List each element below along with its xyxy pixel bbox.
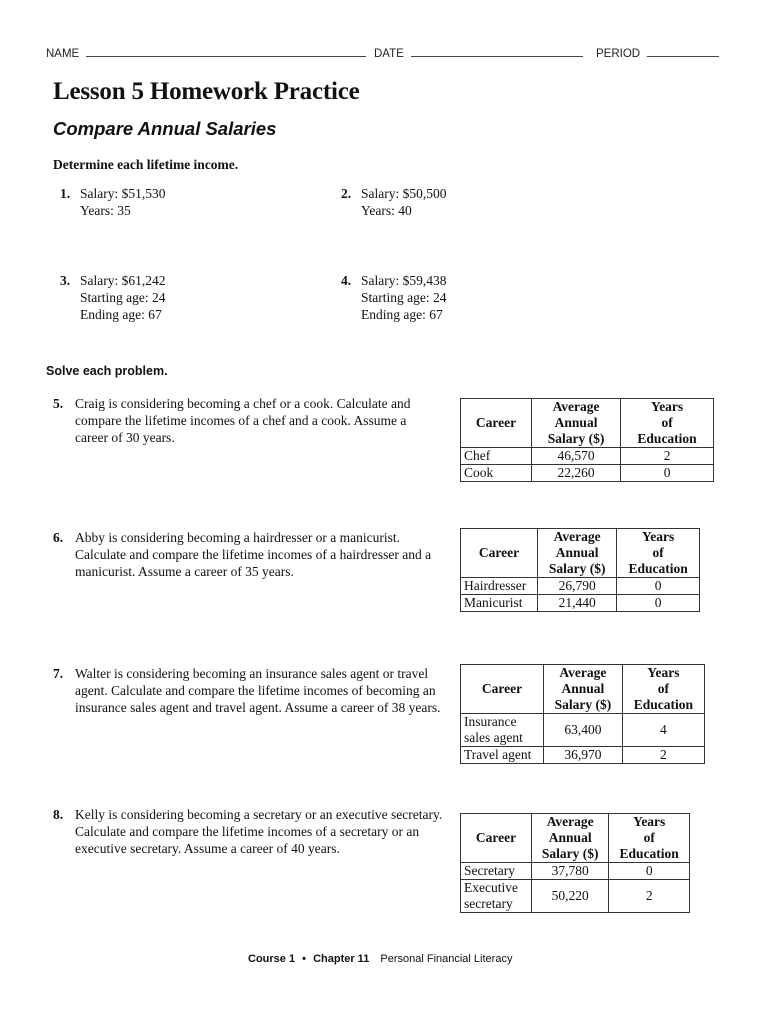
cell-education: 2 <box>622 747 704 764</box>
header-education: Years of Education <box>621 399 714 448</box>
problem-2 <box>341 185 447 219</box>
salary-table-6 <box>460 528 700 612</box>
page-subtitle: Compare Annual Salaries <box>53 118 277 139</box>
table-row <box>461 465 714 482</box>
problem-line: Salary: $61,242 <box>80 273 166 288</box>
header-career: Career <box>461 665 544 714</box>
cell-education: 0 <box>609 863 690 880</box>
problem-line: agent. Calculate and compare the lifetime incomes of becoming an <box>75 683 436 698</box>
cell-career: Cook <box>461 465 532 482</box>
cell-career: Executive secretary <box>461 880 532 913</box>
table-row <box>461 595 700 612</box>
header-career: Career <box>461 529 538 578</box>
section2-instruction: Solve each problem. <box>46 364 168 378</box>
table-row <box>461 863 690 880</box>
period-blank <box>647 46 719 57</box>
name-blank <box>86 46 366 57</box>
cell-salary: 36,970 <box>544 747 623 764</box>
cell-career: Chef <box>461 448 532 465</box>
date-label: DATE <box>374 48 404 60</box>
table-row <box>461 747 705 764</box>
problem-line: Starting age: 24 <box>80 290 166 305</box>
cell-education: 4 <box>622 714 704 747</box>
problem-line: manicurist. Assume a career of 35 years. <box>75 564 294 579</box>
table-row <box>461 880 690 913</box>
footer-course: Course 1 <box>248 953 296 965</box>
header-salary: Average Annual Salary ($) <box>544 665 623 714</box>
table-header-row <box>461 665 705 714</box>
cell-salary: 26,790 <box>538 578 617 595</box>
problem-line: Salary: $50,500 <box>361 186 447 201</box>
cell-salary: 21,440 <box>538 595 617 612</box>
header-education: Years of Education <box>617 529 700 578</box>
name-label: NAME <box>46 48 80 60</box>
cell-salary: 50,220 <box>532 880 609 913</box>
table-header-row <box>461 529 700 578</box>
problem-line: Ending age: 67 <box>361 307 443 322</box>
problem-number: 7. <box>53 666 64 681</box>
cell-education: 2 <box>621 448 714 465</box>
date-field[interactable] <box>374 46 583 60</box>
problem-4 <box>341 272 447 323</box>
footer-chapter: Chapter 11 <box>313 953 370 965</box>
problem-line: Calculate and compare the lifetime incomes of a secretary or an <box>75 824 420 839</box>
problem-5 <box>53 395 475 446</box>
problem-line: executive secretary. Assume a career of 40 years. <box>75 841 340 856</box>
problem-line: Years: 40 <box>361 203 412 218</box>
header-education: Years of Education <box>609 814 690 863</box>
salary-table-8 <box>460 813 690 913</box>
problem-number: 4. <box>341 273 352 288</box>
table-header-row <box>461 814 690 863</box>
date-blank <box>411 46 583 57</box>
problem-line: Years: 35 <box>80 203 131 218</box>
problem-number: 5. <box>53 396 64 411</box>
section1-instruction: Determine each lifetime income. <box>53 157 239 172</box>
salary-table-7 <box>460 664 705 764</box>
problem-line: Salary: $59,438 <box>361 273 447 288</box>
problem-3 <box>60 272 166 323</box>
header-career: Career <box>461 399 532 448</box>
problem-1 <box>60 185 166 219</box>
problem-8 <box>53 806 475 857</box>
cell-salary: 22,260 <box>532 465 621 482</box>
footer-separator: • <box>302 953 306 965</box>
problem-line: Kelly is considering becoming a secretary or an executive secretary. <box>75 807 443 822</box>
cell-career: Travel agent <box>461 747 544 764</box>
table-row <box>461 578 700 595</box>
cell-career: Manicurist <box>461 595 538 612</box>
cell-salary: 63,400 <box>544 714 623 747</box>
problem-line: Abby is considering becoming a hairdresser or a manicurist. <box>75 530 401 545</box>
salary-table-5 <box>460 398 714 482</box>
problem-7 <box>53 665 475 716</box>
header-career: Career <box>461 814 532 863</box>
cell-education: 0 <box>617 578 700 595</box>
cell-education: 0 <box>621 465 714 482</box>
table-header-row <box>461 399 714 448</box>
header-salary: Average Annual Salary ($) <box>532 814 609 863</box>
problem-number: 2. <box>341 186 352 201</box>
problem-number: 3. <box>60 273 71 288</box>
footer-topic: Personal Financial Literacy <box>380 953 513 965</box>
problem-line: Walter is considering becoming an insurance sales agent or travel <box>75 666 429 681</box>
problem-number: 6. <box>53 530 64 545</box>
problem-line: Ending age: 67 <box>80 307 162 322</box>
problem-line: career of 30 years. <box>75 430 175 445</box>
period-field[interactable] <box>596 46 719 60</box>
header-salary: Average Annual Salary ($) <box>532 399 621 448</box>
cell-career: Hairdresser <box>461 578 538 595</box>
header-salary: Average Annual Salary ($) <box>538 529 617 578</box>
cell-salary: 37,780 <box>532 863 609 880</box>
cell-career: Insurance sales agent <box>461 714 544 747</box>
cell-education: 2 <box>609 880 690 913</box>
problem-line: insurance sales agent and travel agent. Assume a career of 38 years. <box>75 700 441 715</box>
problem-line: Calculate and compare the lifetime incomes of a hairdresser and a <box>75 547 432 562</box>
header-education: Years of Education <box>622 665 704 714</box>
table-row <box>461 448 714 465</box>
table-row <box>461 714 705 747</box>
cell-education: 0 <box>617 595 700 612</box>
problem-line: compare the lifetime incomes of a chef and a cook. Assume a <box>75 413 407 428</box>
problem-line: Craig is considering becoming a chef or a cook. Calculate and <box>75 396 411 411</box>
page-footer <box>248 953 512 965</box>
problem-line: Starting age: 24 <box>361 290 447 305</box>
cell-career: Secretary <box>461 863 532 880</box>
name-field[interactable] <box>46 46 366 60</box>
cell-salary: 46,570 <box>532 448 621 465</box>
problem-number: 8. <box>53 807 64 822</box>
period-label: PERIOD <box>596 48 641 60</box>
problem-line: Salary: $51,530 <box>80 186 166 201</box>
problem-6 <box>53 529 475 580</box>
problem-number: 1. <box>60 186 71 201</box>
page-title: Lesson 5 Homework Practice <box>53 78 360 105</box>
